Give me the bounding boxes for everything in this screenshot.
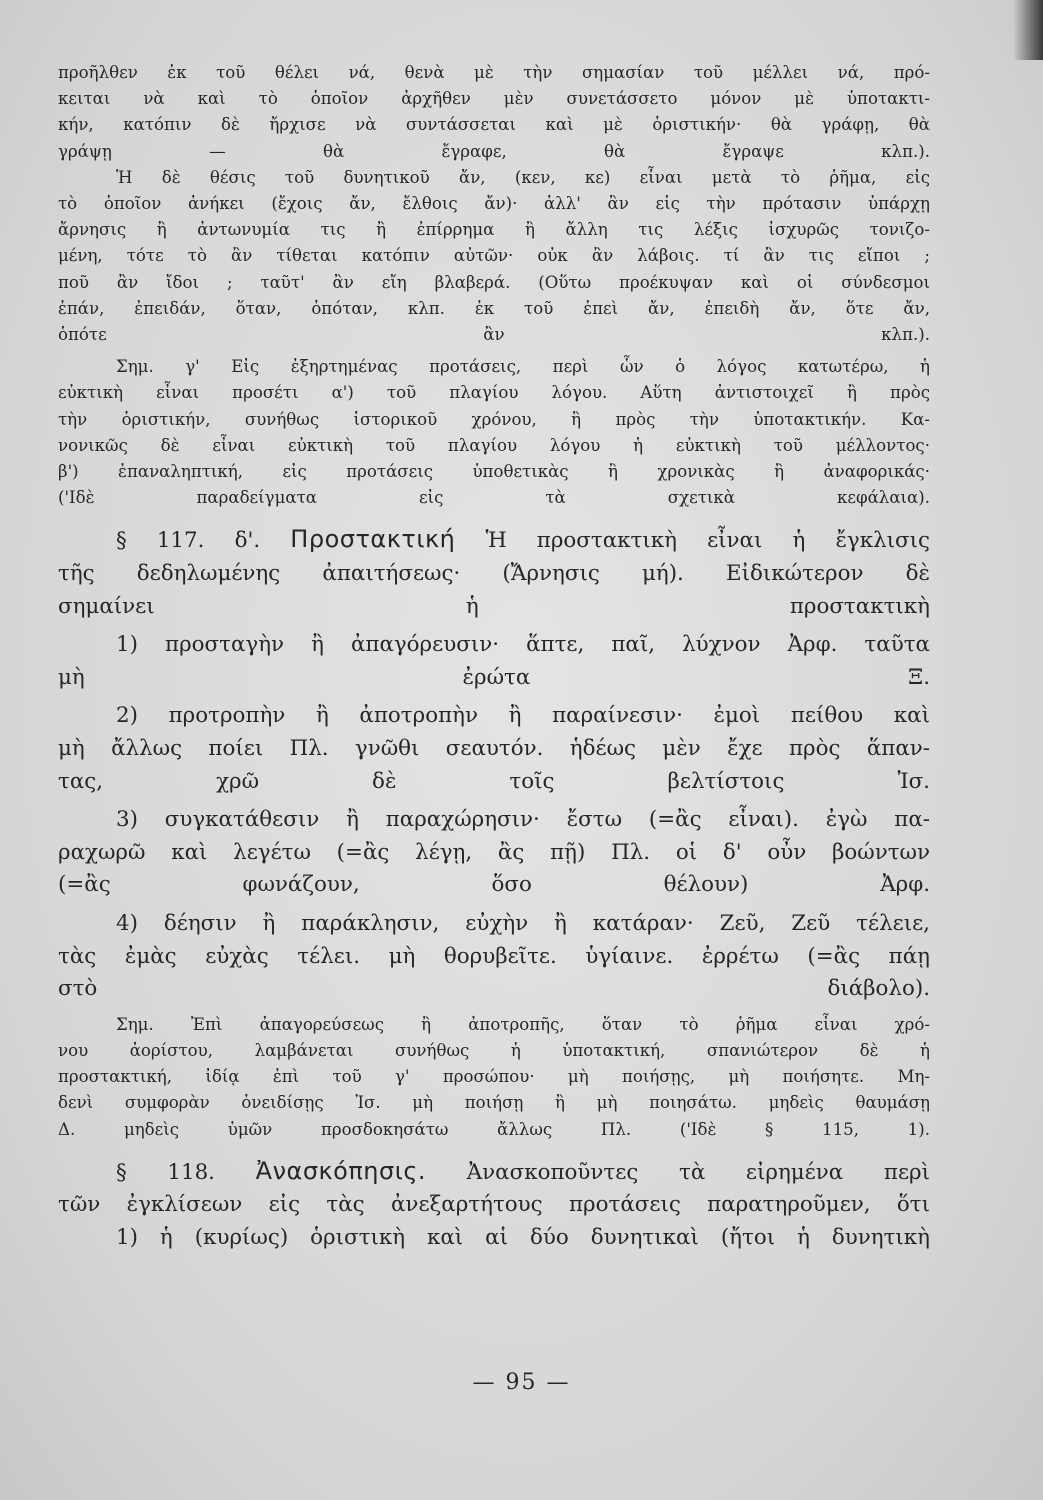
text-line: νου ἀορίστου, λαμβάνεται συνήθως ἡ ὑποτακτική, σπανιώτερον δὲ ἡ: [58, 1040, 930, 1060]
text-line: τὰς ἐμὰς εὐχὰς τέλει. μὴ θορυβεῖτε. ὑγίαινε. ἐρρέτω (=ἂς πάῃ: [58, 943, 930, 969]
section-117-first-line: [58, 523, 930, 558]
list-item-4: 4) δέησιν ἢ παράκλησιν, εὐχὴν ἢ κατάραν· Ζεῦ, Ζεῦ τέλειε,: [116, 910, 930, 936]
text-line: προστακτική, ἰδίᾳ ἐπὶ τοῦ γ' προσώπου· μὴ ποιήσῃς, μὴ ποιήσητε. Μη-: [58, 1067, 930, 1087]
text-line: τας, χρῶ δὲ τοῖς βελτίστοις Ἰσ.: [58, 768, 930, 794]
text-line: προῆλθεν ἐκ τοῦ θέλει νά, θενὰ μὲ τὴν σημασίαν τοῦ μέλλει νά, πρό-: [58, 63, 930, 82]
text-line: ἄρνησις ἢ ἀντωνυμία τις ἢ ἐπίρρημα ἢ ἄλλη τις λέξις ἰσχυρῶς τονιζο-: [58, 220, 930, 240]
text-line: σημαίνει ἡ προστακτικὴ: [58, 593, 930, 619]
text-line: (=ἂς φωνάζουν, ὅσο θέλουν) Ἀρφ.: [58, 872, 930, 898]
page-number: — 95 —: [472, 1370, 571, 1395]
text-line: μὴ ἄλλως ποίει Πλ. γνῶθι σεαυτόν. ἡδέως μὲν ἔχε πρὸς ἅπαν-: [58, 736, 930, 762]
paragraph-1: [58, 60, 930, 165]
text-line: τὴν ὁριστικήν, συνήθως ἱστορικοῦ χρόνου, ἢ πρὸς τὴν ὑποτακτικήν. Κα-: [58, 409, 930, 429]
text-line: δενὶ συμφορὰν ὀνειδίσῃς Ἰσ. μὴ ποιήσῃ ἢ μὴ ποιησάτω. μηδεὶς θαυμάσῃ: [58, 1093, 930, 1113]
text-line: κήν, κατόπιν δὲ ἤρχισε νὰ συντάσσεται καὶ μὲ ὁριστικήν· θὰ γράφῃ, θὰ: [58, 115, 930, 135]
text-line: γράψῃ — θὰ ἔγραφε, θὰ ἔγραψε κλπ.).: [58, 141, 930, 161]
paragraph-3-note: [58, 354, 930, 511]
text-line: τῶν ἐγκλίσεων εἰς τὰς ἀνεξαρτήτους προτάσεις παρατηροῦμεν, ὅτι: [58, 1192, 930, 1218]
text-line: ἐπάν, ἐπειδάν, ὅταν, ὁπόταν, κλπ. ἐκ τοῦ ἐπεὶ ἄν, ἐπειδὴ ἄν, ὅτε ἄν,: [58, 298, 930, 318]
section-118-first-line: [58, 1155, 930, 1190]
text-line: ποῦ ἂν ἴδοι ; ταῦτ' ἂν εἴη βλαβερά. (Οὕτω προέκυψαν καὶ οἱ σύνδεσμοι: [58, 272, 930, 292]
section-title: Ἀνασκόπησις.: [255, 1156, 427, 1185]
section-117-note: [58, 1012, 930, 1143]
text-line: Σημ. γ' Εἰς ἐξηρτημένας προτάσεις, περὶ ὧν ὁ λόγος κατωτέρω, ἡ: [116, 357, 930, 377]
section-118: [58, 1155, 930, 1255]
list-item-2: 2) προτροπὴν ἢ ἀποτροπὴν ἢ παραίνεσιν· ἐμοὶ πείθου καὶ: [116, 703, 930, 729]
text-line: Ἡ προστακτικὴ εἶναι ἡ ἔγκλισις: [485, 528, 930, 554]
text-line: νονικῶς δὲ εἶναι εὐκτικὴ τοῦ πλαγίου λόγου ἡ εὐκτικὴ τοῦ μέλλοντος·: [58, 435, 930, 455]
text-line: ραχωρῶ καὶ λεγέτω (=ἂς λέγῃ, ἂς πῇ) Πλ. οἱ δ' οὖν βοώντων: [58, 839, 930, 865]
section-number: § 118.: [116, 1159, 215, 1185]
text-line: μὴ ἐρώτα Ξ.: [58, 664, 930, 690]
text-line: μένη, τότε τὸ ἂν τίθεται κατόπιν αὐτῶν· οὐκ ἂν λάβοις. τί ἂν τις εἴποι ;: [58, 246, 930, 266]
text-line: Σημ. Ἐπὶ ἀπαγορεύσεως ἢ ἀποτροπῆς, ὅταν τὸ ῥῆμα εἶναι χρό-: [116, 1014, 930, 1034]
text-line: 1) ἡ (κυρίως) ὁριστικὴ καὶ αἱ δύο δυνητικαὶ (ἤτοι ἡ δυνητικὴ: [116, 1224, 930, 1250]
text-line: ὁπότε ἂν κλπ.).: [58, 325, 930, 345]
section-117: [58, 523, 930, 1005]
page-corner-shadow: [1013, 0, 1043, 60]
text-line: τῆς δεδηλωμένης ἀπαιτήσεως· (Ἄρνησις μή). Εἰδικώτερον δὲ: [58, 561, 930, 587]
section-title: Προστακτική: [290, 525, 456, 554]
text-line: Ἀνασκοποῦντες τὰ εἰρημένα περὶ: [466, 1159, 930, 1185]
text-line: Ἡ δὲ θέσις τοῦ δυνητικοῦ ἄν, (κεν, κε) εἶναι μετὰ τὸ ῥῆμα, εἰς: [116, 167, 930, 187]
text-line: εὐκτικὴ εἶναι προσέτι α') τοῦ πλαγίου λόγου. Αὕτη ἀντιστοιχεῖ ἢ πρὸς: [58, 383, 930, 403]
list-item-3: 3) συγκατάθεσιν ἢ παραχώρησιν· ἔστω (=ἂς εἶναι). ἐγὼ πα-: [116, 807, 930, 833]
paragraph-2: [58, 165, 930, 348]
page-text: [58, 60, 930, 1255]
text-line: στὸ διάβολο).: [58, 976, 930, 1002]
list-item-1: 1) προσταγὴν ἢ ἀπαγόρευσιν· ἅπτε, παῖ, λύχνον Ἀρφ. ταῦτα: [116, 632, 930, 658]
section-number: § 117. δ'.: [116, 528, 261, 554]
text-line: Δ. μηδεὶς ὑμῶν προσδοκησάτω ἄλλως Πλ. ('Ιδὲ § 115, 1).: [58, 1119, 930, 1139]
text-line: ('Ιδὲ παραδείγματα εἰς τὰ σχετικὰ κεφάλαια).: [58, 488, 930, 508]
text-line: τὸ ὁποῖον ἀνήκει (ἔχοις ἄν, ἔλθοις ἄν)· ἀλλ' ἂν εἰς τὴν πρότασιν ὑπάρχῃ: [58, 194, 930, 214]
text-line: β') ἐπαναληπτική, εἰς προτάσεις ὑποθετικὰς ἢ χρονικὰς ἢ ἀναφορικάς·: [58, 462, 930, 482]
text-line: κειται νὰ καὶ τὸ ὁποῖον ἀρχῆθεν μὲν συνετάσσετο μόνον μὲ ὑποτακτι-: [58, 89, 930, 109]
